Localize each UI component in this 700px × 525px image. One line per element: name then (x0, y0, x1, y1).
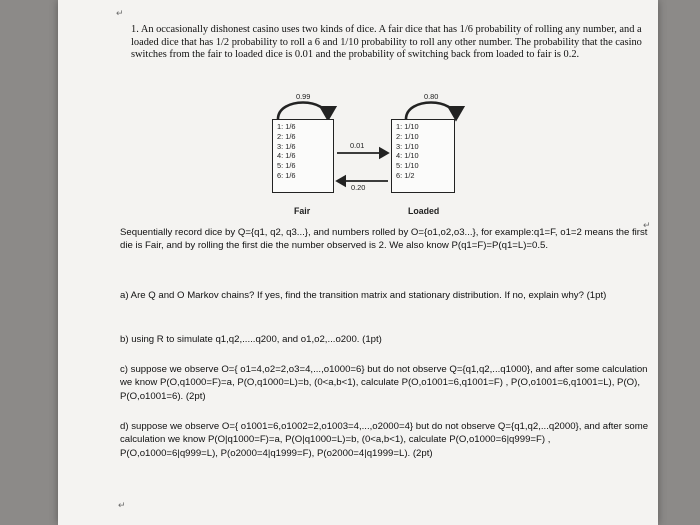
loaded-prob-2: 2: 1/10 (396, 131, 419, 141)
paragraph-mark: ↵ (116, 8, 124, 18)
loaded-self-loop-arrow (406, 103, 456, 120)
loaded-prob-6: 6: 1/2 (396, 170, 415, 180)
question-c: c) suppose we observe O={ o1=4,o2=2,o3=4,...,o1000=6} but do not observe Q={q1,q2,...q1000}, and after some calculation we know P(O,q1000=F)=a, P(O,q1000=L)=b, (0<a,b<1), calculate P(O,o1001=6,q1001=F) , P(O,o1001=6,q1001=L), P(O), P(O,o1001=6). (2pt) (120, 364, 648, 402)
loaded-prob-4: 4: 1/10 (396, 151, 419, 161)
loaded-state-label: Loaded (408, 206, 440, 216)
loaded-prob-5: 5: 1/10 (396, 161, 419, 171)
fair-prob-3: 3: 1/6 (277, 141, 296, 151)
fair-state-box (272, 119, 334, 193)
sequence-description: Sequentially record dice by Q={q1, q2, q3...}, and numbers rolled by O={o1,o2,o3...}, for example:q1=F, o1=2 means the first die is Fair, and by rolling the first die the number observed is 2. We also know P(q1=F)=P(q1=L)=0.5. (120, 227, 648, 252)
loaded-to-fair-label: 0.20 (351, 183, 366, 192)
fair-prob-5: 5: 1/6 (277, 161, 296, 171)
fair-prob-4: 4: 1/6 (277, 151, 296, 161)
question-d: d) suppose we observe O={ o1001=6,o1002=2,o1003=4,...,o2000=4} but do not observe Q={q1,q2,...q2000}, and after some calculation we know P(O|q1000=F)=a, P(O|q1000=L)=b, (0<a,b<1), calculate P(O,o1000=6|q999=F) , P(O,o1000=6|q999=L), P(o2000=4|q1999=F), P(o2000=4|q1999=L). (2pt) (120, 421, 649, 459)
question-a: a) Are Q and O Markov chains? If yes, find the transition matrix and stationary distribution. If no, explain why? (1pt) (120, 290, 607, 301)
paragraph-mark-bottom: ↵ (118, 500, 126, 510)
fair-prob-1: 1: 1/6 (277, 122, 296, 131)
question-b: b) using R to simulate q1,q2,.....q200, and o1,o2,...o200. (1pt) (120, 334, 382, 345)
paragraph-mark-side: ↵ (643, 220, 651, 230)
problem-intro: 1. An occasionally dishonest casino uses two kinds of dice. A fair dice that has 1/6 probability of rolling any number, and a loaded dice that has 1/2 probability to roll a 6 and 1/10 probability to roll any other number. The probability that the casino switches from the fair to loaded dice is 0.01 and the probability of switching back from loaded to fair is 0.2. (131, 24, 642, 61)
fair-state-label: Fair (294, 206, 311, 216)
fair-self-loop-arrow (278, 103, 328, 120)
fair-prob-6: 6: 1/6 (277, 170, 296, 180)
loaded-self-loop-label: 0.80 (424, 92, 439, 101)
fair-prob-2: 2: 1/6 (277, 131, 296, 141)
document-page (58, 0, 658, 525)
loaded-prob-1: 1: 1/10 (396, 122, 419, 131)
fair-self-loop-label: 0.99 (296, 92, 311, 101)
state-diagram (238, 85, 488, 220)
loaded-prob-3: 3: 1/10 (396, 141, 419, 151)
loaded-state-box (391, 119, 455, 193)
fair-to-loaded-label: 0.01 (350, 141, 365, 150)
